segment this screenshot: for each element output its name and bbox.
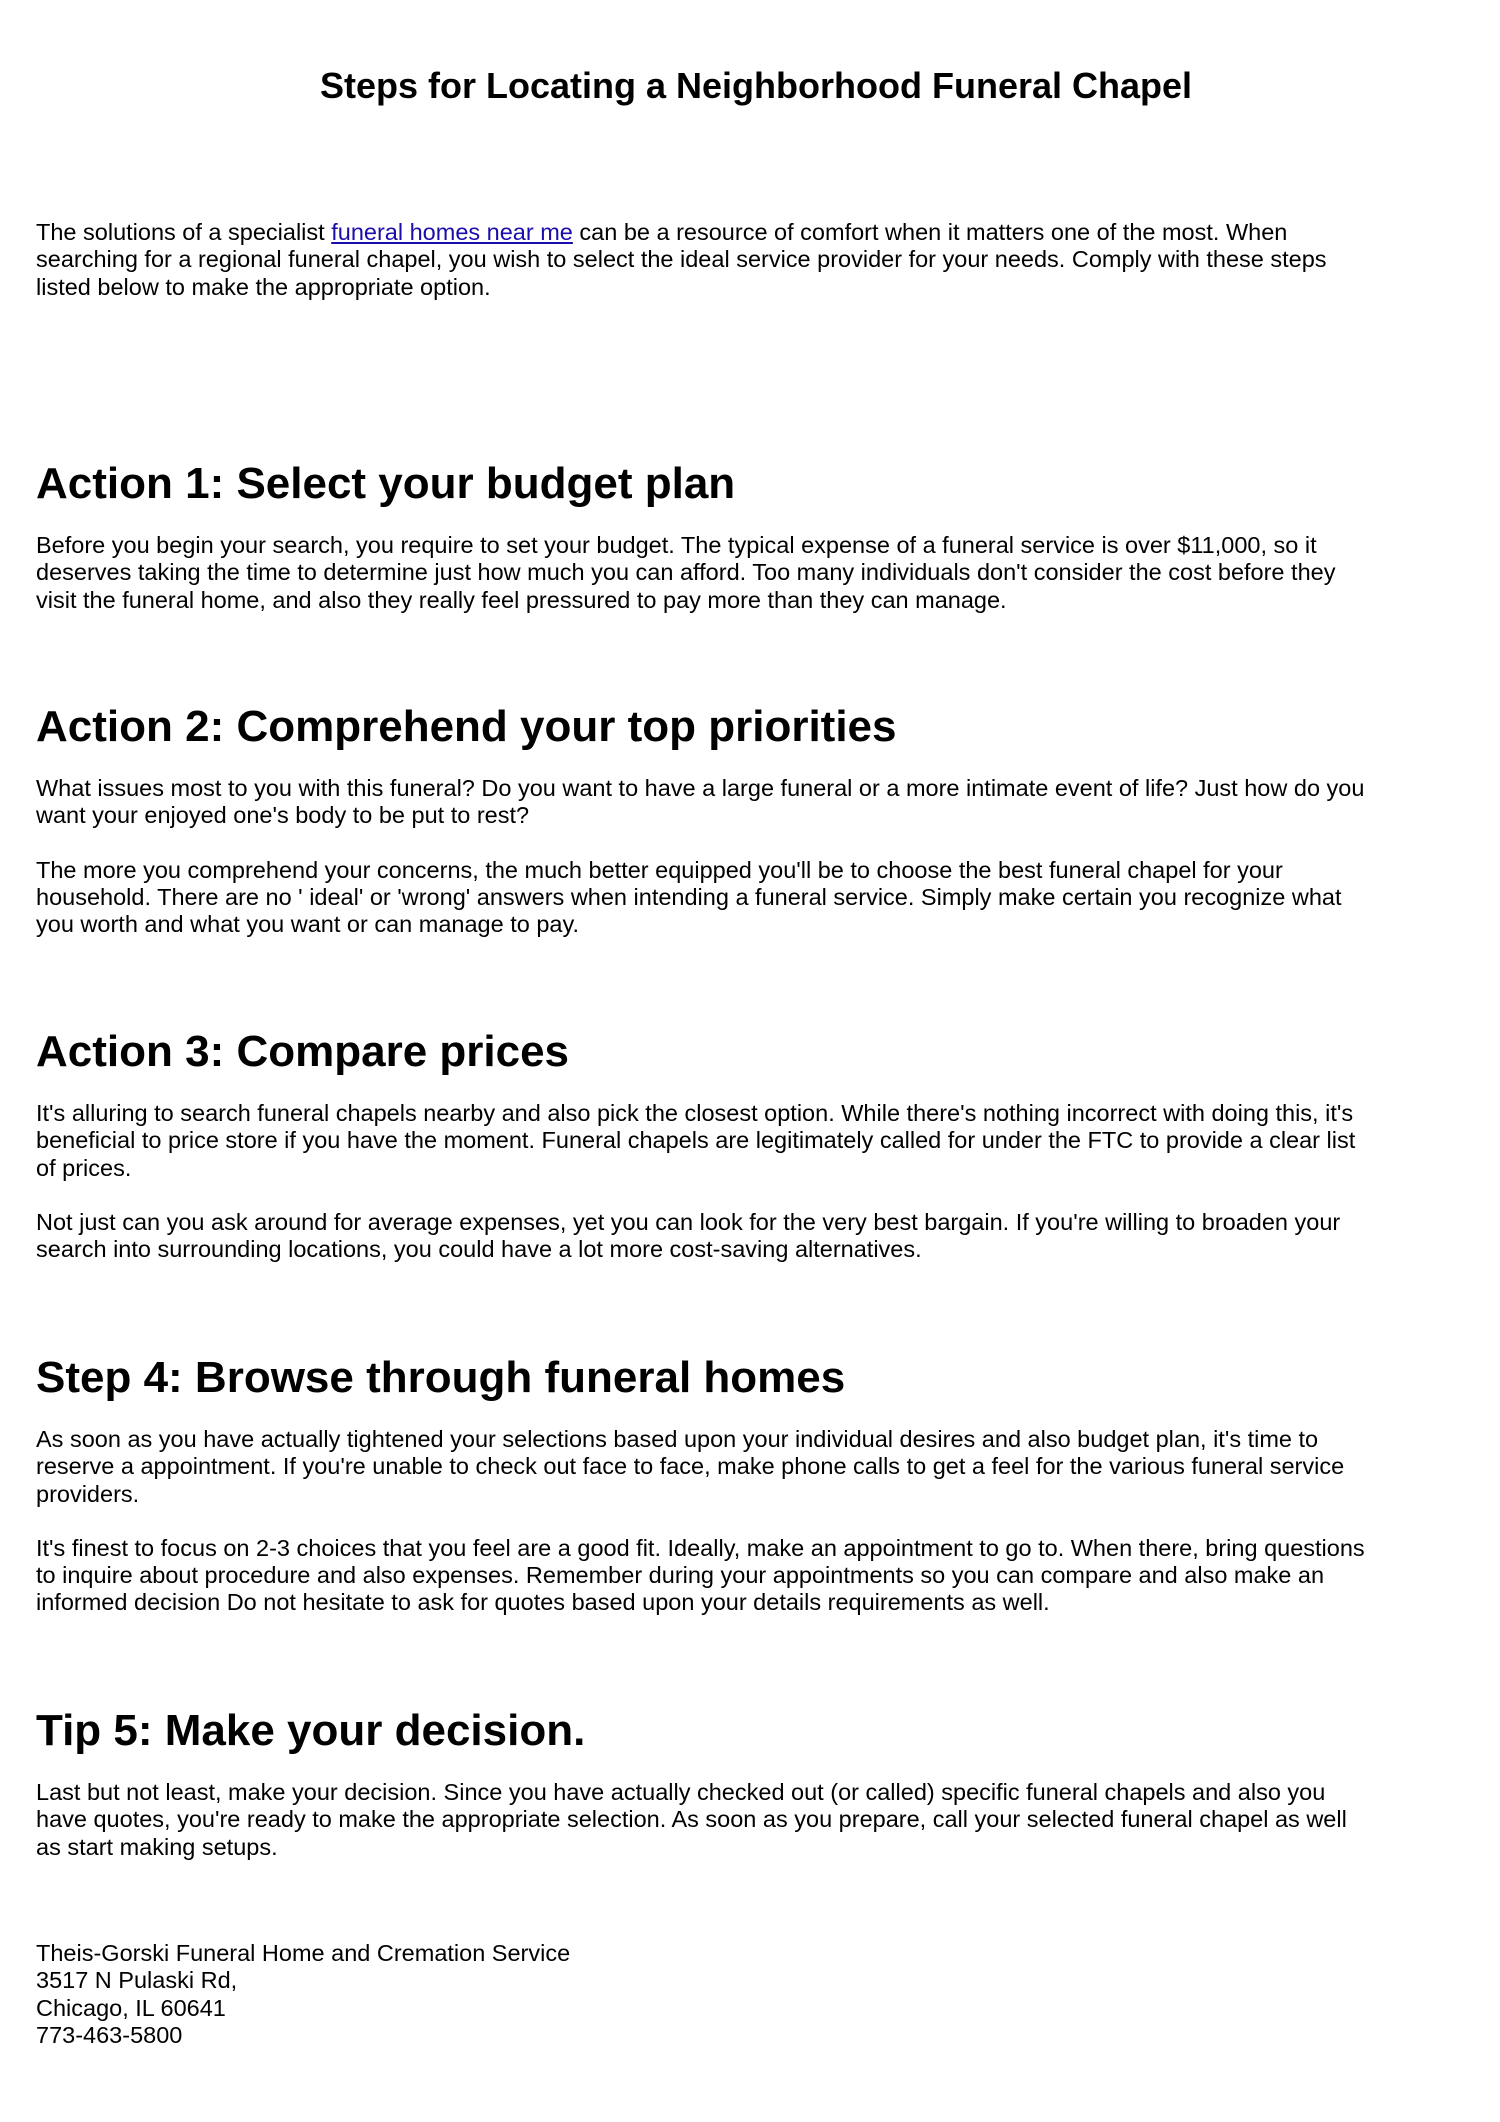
intro-text-before-link: The solutions of a specialist bbox=[36, 219, 332, 245]
funeral-homes-near-me-link[interactable]: funeral homes near me bbox=[331, 219, 573, 245]
section-paragraph: What issues most to you with this funeral? Do you want to have a large funeral or a more intimate event of life? Just how do you want your enjoyed one's body to be put to rest? bbox=[36, 775, 1365, 829]
section-heading: Step 4: Browse through funeral homes bbox=[36, 1353, 846, 1402]
section-heading: Tip 5: Make your decision. bbox=[36, 1706, 586, 1755]
address-block bbox=[36, 1940, 1476, 2049]
section-paragraph: The more you comprehend your concerns, the much better equipped you'll be to choose the best funeral chapel for your household. There are no ' ideal' or 'wrong' answers when intending a funeral service. Simply make certain you recognize what you worth and what you want or can manage to pay. bbox=[36, 856, 1342, 938]
street-address: 3517 N Pulaski Rd, bbox=[36, 1967, 238, 1994]
intro-paragraph bbox=[36, 219, 1476, 301]
section-action-1 bbox=[36, 458, 1476, 614]
section-step-4 bbox=[36, 1352, 1476, 1617]
section-heading: Action 3: Compare prices bbox=[36, 1027, 570, 1076]
section-paragraph: It's alluring to search funeral chapels nearby and also pick the closest option. While there's nothing incorrect with doing this, it's beneficial to price store if you have the moment. Funeral chapels are legitimately called for under the FTC to provide a clear list of prices. bbox=[36, 1100, 1356, 1181]
section-paragraph: Before you begin your search, you require to set your budget. The typical expense of a funeral service is over $11,000, so it deserves taking the time to determine just how much you can afford. Too many individuals don't consider the cost before they visit the funeral home, and also they really feel pressured to pay more than they can manage. bbox=[36, 532, 1336, 613]
phone-number: 773-463-5800 bbox=[36, 2021, 183, 2048]
page-title: Steps for Locating a Neighborhood Funeral Chapel bbox=[319, 65, 1193, 106]
section-paragraph: Not just can you ask around for average expenses, yet you can look for the very best bargain. If you're willing to broaden your search into surrounding locations, you could have a lot more cost-saving alternatives. bbox=[36, 1208, 1341, 1263]
section-paragraph: It's finest to focus on 2-3 choices that you feel are a good fit. Ideally, make an appointment to go to. When there, bring questions to inquire about procedure and also expenses. Remember during your appointments so you can compare and also make an informed decision Do not hesitate to ask for quotes based upon your details requirements as well. bbox=[36, 1534, 1365, 1616]
section-paragraph: Last but not least, make your decision. Since you have actually checked out (or called) specific funeral chapels and also you have quotes, you're ready to make the appropriate selection. As soon as you prepare, call your selected funeral chapel as well as start making setups. bbox=[36, 1779, 1347, 1860]
business-name: Theis-Gorski Funeral Home and Cremation Service bbox=[36, 1940, 571, 1966]
section-action-2 bbox=[36, 701, 1476, 938]
intro-text-after-link: can be a resource of comfort when it matters one of the most. When searching for a regional funeral chapel, you wish to select the ideal service provider for your needs. Comply with these steps listed below to make the appropriate option. bbox=[36, 219, 1327, 300]
section-tip-5 bbox=[36, 1705, 1476, 1861]
section-heading: Action 2: Comprehend your top priorities bbox=[36, 702, 897, 751]
section-action-3 bbox=[36, 1026, 1476, 1263]
city-state-zip: Chicago, IL 60641 bbox=[36, 1994, 226, 2021]
section-paragraph: As soon as you have actually tightened your selections based upon your individual desires and also budget plan, it's time to reserve a appointment. If you're unable to check out face to face, make phone calls to get a feel for the various funeral service providers. bbox=[36, 1426, 1345, 1507]
section-heading: Action 1: Select your budget plan bbox=[36, 459, 736, 508]
